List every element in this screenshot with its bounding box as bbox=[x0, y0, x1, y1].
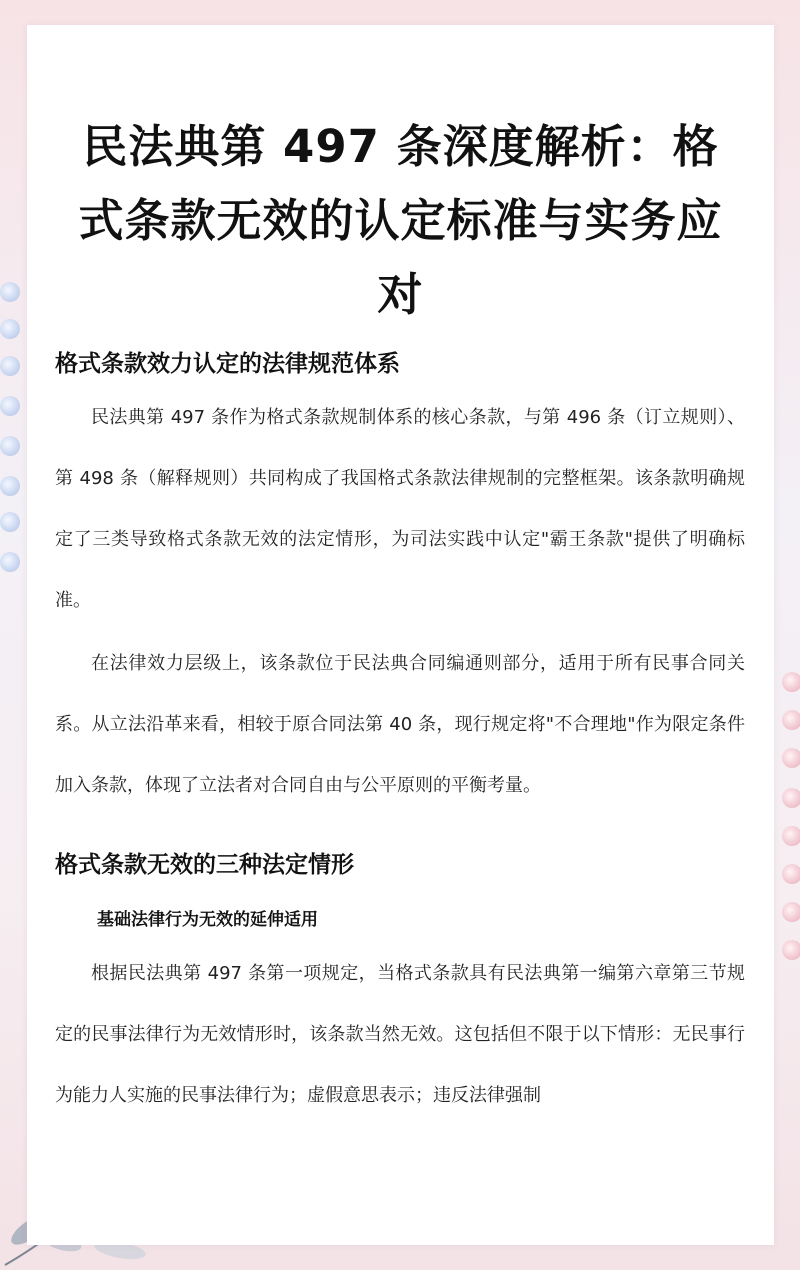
left-decoration-dot bbox=[0, 356, 20, 376]
left-decoration-dot bbox=[0, 282, 20, 302]
subsection-heading: 基础法律行为无效的延伸适用 bbox=[97, 910, 318, 930]
right-decoration-dot bbox=[782, 902, 800, 922]
section-heading-legal-framework: 格式条款效力认定的法律规范体系 bbox=[55, 351, 400, 377]
right-decoration-dot bbox=[782, 748, 800, 768]
right-decoration-dot bbox=[782, 826, 800, 846]
left-decoration-dot bbox=[0, 552, 20, 572]
paragraph: 在法律效力层级上，该条款位于民法典合同编通则部分，适用于所有民事合同关系。从立法沿革来看，相较于原合同法第 40 条，现行规定将"不合理地"作为限定条件加入条款，体现了立法者对合同自由与公平原则的平衡考量。 bbox=[55, 653, 745, 796]
left-decoration-dot bbox=[0, 476, 20, 496]
article-page bbox=[27, 25, 774, 1245]
paragraph: 民法典第 497 条作为格式条款规制体系的核心条款，与第 496 条（订立规则）、第 498 条（解释规则）共同构成了我国格式条款法律规制的完整框架。该条款明确规定了三类导致格式条款无效的法定情形，为司法实践中认定"霸王条款"提供了明确标准。 bbox=[55, 407, 745, 611]
left-decoration-dot bbox=[0, 436, 20, 456]
left-decoration-dot bbox=[0, 319, 20, 339]
left-decoration-dot bbox=[0, 396, 20, 416]
left-decoration-dot bbox=[0, 512, 20, 532]
right-decoration-dot bbox=[782, 710, 800, 730]
right-decoration-dot bbox=[782, 864, 800, 884]
right-decoration-dot bbox=[782, 940, 800, 960]
paragraph: 根据民法典第 497 条第一项规定，当格式条款具有民法典第一编第六章第三节规定的民事法律行为无效情形时，该条款当然无效。这包括但不限于以下情形：无民事行为能力人实施的民事法律行为；虚假意思表示；违反法律强制 bbox=[55, 963, 745, 1106]
section-heading-three-situations: 格式条款无效的三种法定情形 bbox=[55, 852, 354, 878]
right-decoration-dot bbox=[782, 672, 800, 692]
right-decoration-dot bbox=[782, 788, 800, 808]
article-title: 民法典第 497 条深度解析：格式条款无效的认定标准与实务应对 bbox=[78, 120, 723, 322]
